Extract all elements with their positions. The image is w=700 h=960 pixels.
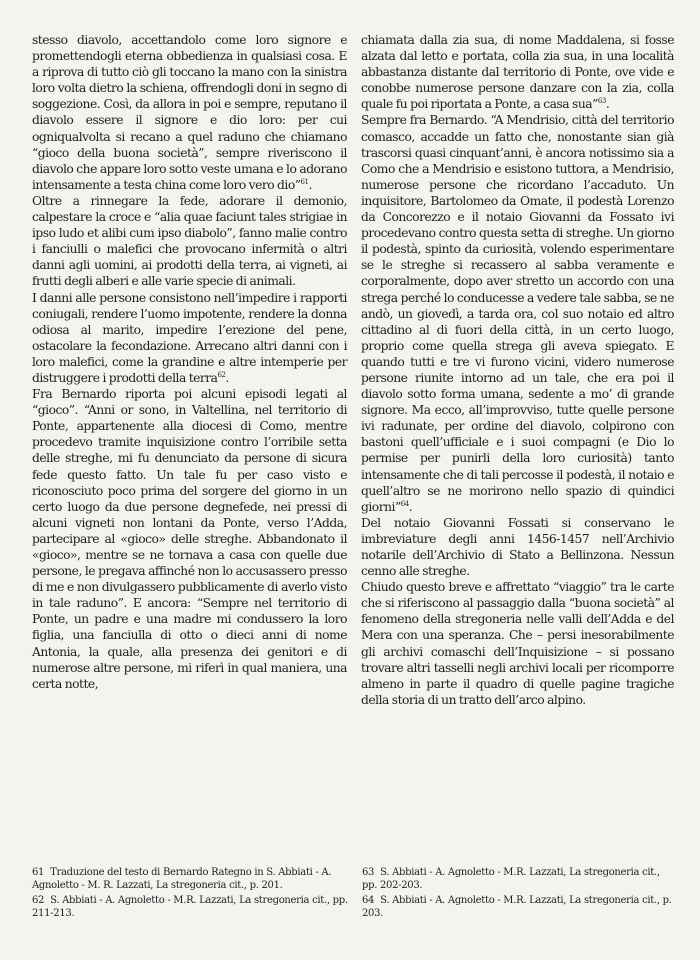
paragraph: stesso diavolo, accettandolo come loro signore e promettendogli eterna obbedienza in qualsiasi cosa. E a riprova di tutto ciò gli toccano la mano con la sinistra loro volta dietro la schiena, offrendogli doni in segno di soggezione. Così, da allora in poi e sempre, reputano il diavolo essere il signore e dio loro: per cui ogniqualvolta si recano a quel raduno che chiamano “gioco della buona società”, sempre riveriscono il diavolo che appare loro sotto veste umana e lo adorano intensamente a testa china come loro vero dio”$^{61}$.	[32, 33, 347, 192]
footnote-number: 61	[32, 867, 45, 878]
paragraph: Chiudo questo breve e affrettato “viaggio” tra le carte che si riferiscono al passaggio dalla “buona società” al fenomeno della stregoneria nelle valli dell’Adda e del Mera con una speranza. Che – persi inesorabilmente gli archivi comaschi dell’Inquisizione – si possano trovare altri tasselli negli archivi locali per ricomporre almeno in parte il quadro di quelle pagine tragiche della storia di un tratto dell’arco alpino.	[361, 580, 674, 707]
footnote-number: 63	[362, 867, 375, 878]
paragraph: I danni alle persone consistono nell’impedire i rapporti coniugali, rendere l’uomo impotente, rendere la donna odiosa al marito, impedire l’erezione del pene, ostacolare la fecondazione. Arrecano altri danni con i loro malefici, come la grandine e altre intemperie per distruggere i prodotti della terra$^{62}$.	[32, 290, 347, 385]
footnote-ref[interactable]: 64	[400, 499, 409, 508]
paragraph: chiamata dalla zia sua, di nome Maddalena, si fosse alzata dal letto e portata, colla zia sua, in una località abbastanza distante dal territorio di Ponte, ove vide e conobbe numerose persone danzare con la zia, colla quale fu poi riportata a Ponte, a casa sua”$^{63}$.	[361, 33, 674, 112]
paragraph: Sempre fra Bernardo. “A Mendrisio, città del territorio comasco, accadde un fatto che, nonostante sian già trascorsi quasi cinquant’anni, è ancora notissimo sia a Como che a Mendrisio e esistono tuttora, a Mendrisio, numerose persone che ricordano l’accaduto. Un inquisitore, Bartolomeo da Omate, il podestà Lorenzo da Concorezzo e il notaio Giovanni da Fossato ivi procedevano contro questa setta di streghe. Un giorno il podestà, spinto da curiosità, volendo esperimentare se le streghe si recassero al sabba veramente e corporalmente, dopo aver stretto un accordo con una strega perché lo conducesse a vedere tale sabba, se ne andò, un giovedì, a tarda ora, col suo notaio ed altro cittadino al di fuori della città, in un certo luogo, proprio come quella strega gli aveva spiegato. E quando tutti e tre vi furono vicini, videro numerose persone riunite intorno ad un tale, che era poi il diavolo sotto forma umana, sedente a mo’ di grande signore. Ma ecco, all’improvviso, tutte quelle persone ivi radunate, per ordine del diavolo, colpirono con bastoni quell’ufficiale e i suoi compagni (e Dio lo permise per punirli della loro curiosità) tanto intensamente che di tali percosse il podestà, il notaio e quell’altro se ne morirono nello spazio di quindici giorni”$^{64}$.	[361, 113, 674, 514]
footnote	[362, 866, 674, 893]
footnote-text: Traduzione del testo di Bernardo Rategno in S. Abbiati - A. Agnoletto - M. R. Lazzati, La stregoneria cit., p. 201.	[32, 867, 332, 892]
footnote	[32, 866, 352, 893]
footnote-text: S. Abbiati - A. Agnoletto - M.R. Lazzati, La stregoneria cit., p. 203.	[362, 894, 672, 920]
right-text-column	[361, 32, 674, 708]
footnotes-right	[362, 866, 674, 922]
footnote-ref[interactable]: 63	[597, 97, 606, 106]
paragraph: Del notaio Giovanni Fossati si conservano le imbreviature degli anni 1456-1457 nell’Archivio notarile dell’Archivio di Stato a Bellinzona. Nessun cenno alle streghe.	[361, 515, 674, 579]
footnote-number: 62	[32, 894, 45, 906]
footnote-ref[interactable]: 61	[300, 177, 309, 186]
footnote-text: S. Abbiati - A. Agnoletto - M.R. Lazzati, La stregoneria cit., pp. 211-213.	[32, 894, 348, 920]
paragraph: Oltre a rinnegare la fede, adorare il demonio, calpestare la croce e “alia quae faciunt tales strigiae in ipso ludo et alibi cum ipso diabolo”, fanno malie contro i fanciulli o malefici che provocano infermità o altri danni agli uomini, ai prodotti della terra, ai vigneti, ai frutti degli alberi e alle varie specie di animali.	[32, 193, 347, 289]
footnote-text: S. Abbiati - A. Agnoletto - M.R. Lazzati, La stregoneria cit., pp. 202-203.	[362, 867, 660, 892]
paragraph: Fra Bernardo riporta poi alcuni episodi legati al “gioco”. “Anni or sono, in Valtellina, nel territorio di Ponte, appartenente alla diocesi di Como, mentre procedevo tramite inquisizione contro l’orribile setta delle streghe, mi fu denunciato da persone di sicura fede questo fatto. Un tale fu per caso visto e riconosciuto poco prima del sorgere del giorno in un certo luogo da due persone degnefede, nei pressi di alcuni vigneti non lontani da Ponte, verso l’Adda, partecipare al «gioco» delle streghe. Abbandonato il «gioco», mentre se ne tornava a casa con quelle due persone, le pregava affinché non lo accusassero presso di me e non divulgassero pubblicamente di averlo visto in tale raduno”. E ancora: “Sempre nel territorio di Ponte, un padre e una madre mi condussero la loro figlia, una fanciulla di otto o dieci anni di nome Antonia, la quale, alla presenza dei genitori e di numerose altre persone, mi riferì in qual maniera, una certa notte,	[32, 387, 347, 691]
footnote-number: 64	[362, 894, 375, 906]
left-text-column	[32, 32, 347, 692]
footnote	[32, 894, 352, 921]
footnotes-left	[32, 866, 352, 922]
footnote-ref[interactable]: 62	[217, 370, 226, 379]
footnote	[362, 894, 674, 921]
